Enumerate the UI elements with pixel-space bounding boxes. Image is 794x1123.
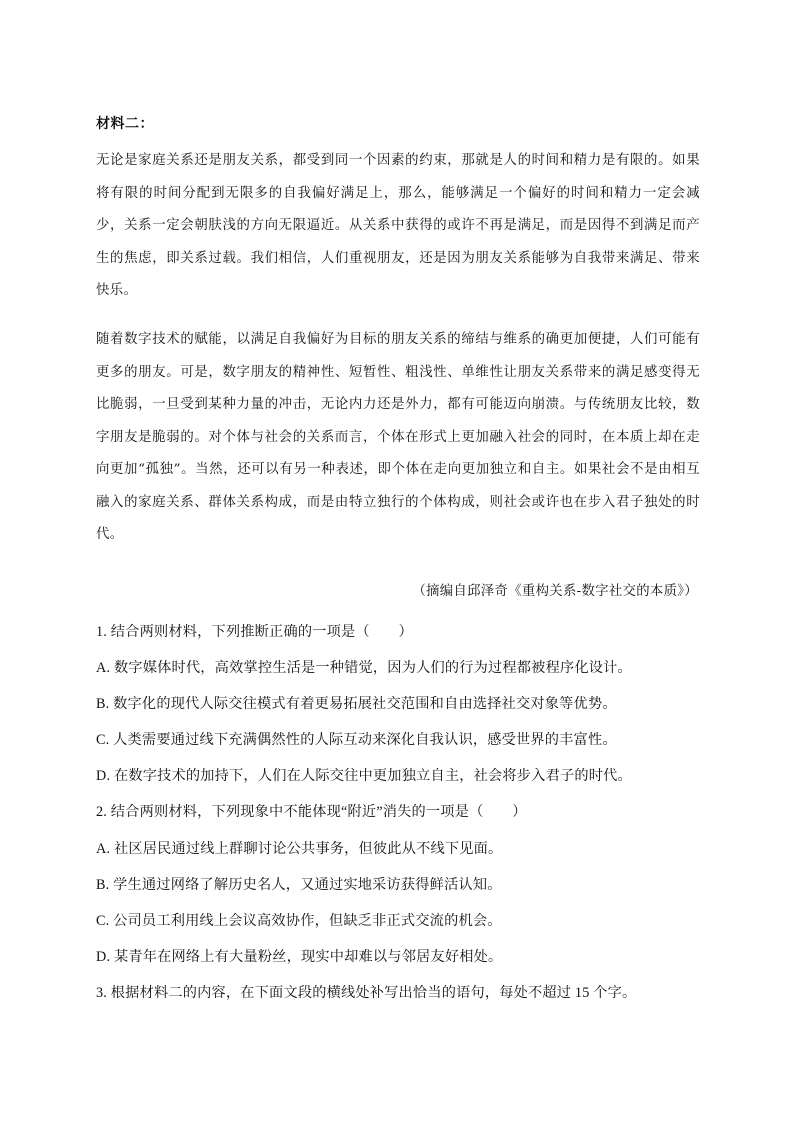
question-1-option-a: A. 数字媒体时代，高效掌控生活是一种错觉，因为人们的行为过程都被程序化设计。 bbox=[96, 660, 632, 676]
question-1-option-c: C. 人类需要通过线下充满偶然性的人际互动来深化自我认识，感受世界的丰富性。 bbox=[96, 732, 617, 748]
question-2-option-b: B. 学生通过网络了解历史名人，又通过实地采访获得鲜活认知。 bbox=[96, 877, 502, 893]
question-1-option-d: D. 在数字技术的加持下，人们在人际交往中更加独立自主，社会将步入君子的时代。 bbox=[96, 768, 632, 784]
passage-paragraph-1: 无论是家庭关系还是朋友关系，都受到同一个因素的约束，那就是人的时间和精力是有限的。如果将有限的时间分配到无限多的自我偏好满足上，那么，能够满足一个偏好的时间和精力一定会减少，关系一定会朝肤浅的方向无限逼近。从关系中获得的或许不再是满足，而是因得不到满足而产生的焦虑，即关系过载。我们相信，人们重视朋友，还是因为朋友关系能够为自我带来满足、带来快乐。 bbox=[96, 153, 700, 298]
material-heading: 材料二： bbox=[96, 116, 154, 132]
question-1-option-b: B. 数字化的现代人际交往模式有着更易拓展社交范围和自由选择社交对象等优势。 bbox=[96, 696, 617, 712]
passage-paragraph-2: 随着数字技术的赋能，以满足自我偏好为目标的朋友关系的缔结与维系的确更加便捷，人们可能有更多的朋友。可是，数字朋友的精神性、短暂性、粗浅性、单维性让朋友关系带来的满足感变得无比脆弱，一旦受到某种力量的冲击，无论内力还是外力，都有可能迈向崩溃。与传统朋友比较，数字朋友是脆弱的。对个体与社会的关系而言，个体在形式上更加融入社会的同时，在本质上却在走向更加“孤独”。当然，还可以有另一种表述，即个体在走向更加独立和自主。如果社会不是由相互融入的家庭关系、群体关系构成，而是由特立独行的个体构成，则社会或许也在步入君子独处的时代。 bbox=[96, 332, 700, 542]
question-2-option-c: C. 公司员工利用线上会议高效协作，但缺乏非正式交流的机会。 bbox=[96, 913, 502, 929]
question-2-option-d: D. 某青年在网络上有大量粉丝，现实中却难以与邻居友好相处。 bbox=[96, 949, 503, 965]
source-citation: （摘编自邱泽奇《重构关系-数字社交的本质》） bbox=[412, 584, 698, 599]
question-1-stem: 1. 结合两则材料，下列推断正确的一项是（ ） bbox=[96, 624, 413, 640]
question-2-stem: 2. 结合两则材料，下列现象中不能体现“附近”消失的一项是（ ） bbox=[96, 804, 527, 820]
question-3-stem: 3. 根据材料二的内容，在下面文段的横线处补写出恰当的语句，每处不超过 15 个字。 bbox=[96, 985, 637, 1001]
question-2-option-a: A. 社区居民通过线上群聊讨论公共事务，但彼此从不线下见面。 bbox=[96, 841, 503, 857]
